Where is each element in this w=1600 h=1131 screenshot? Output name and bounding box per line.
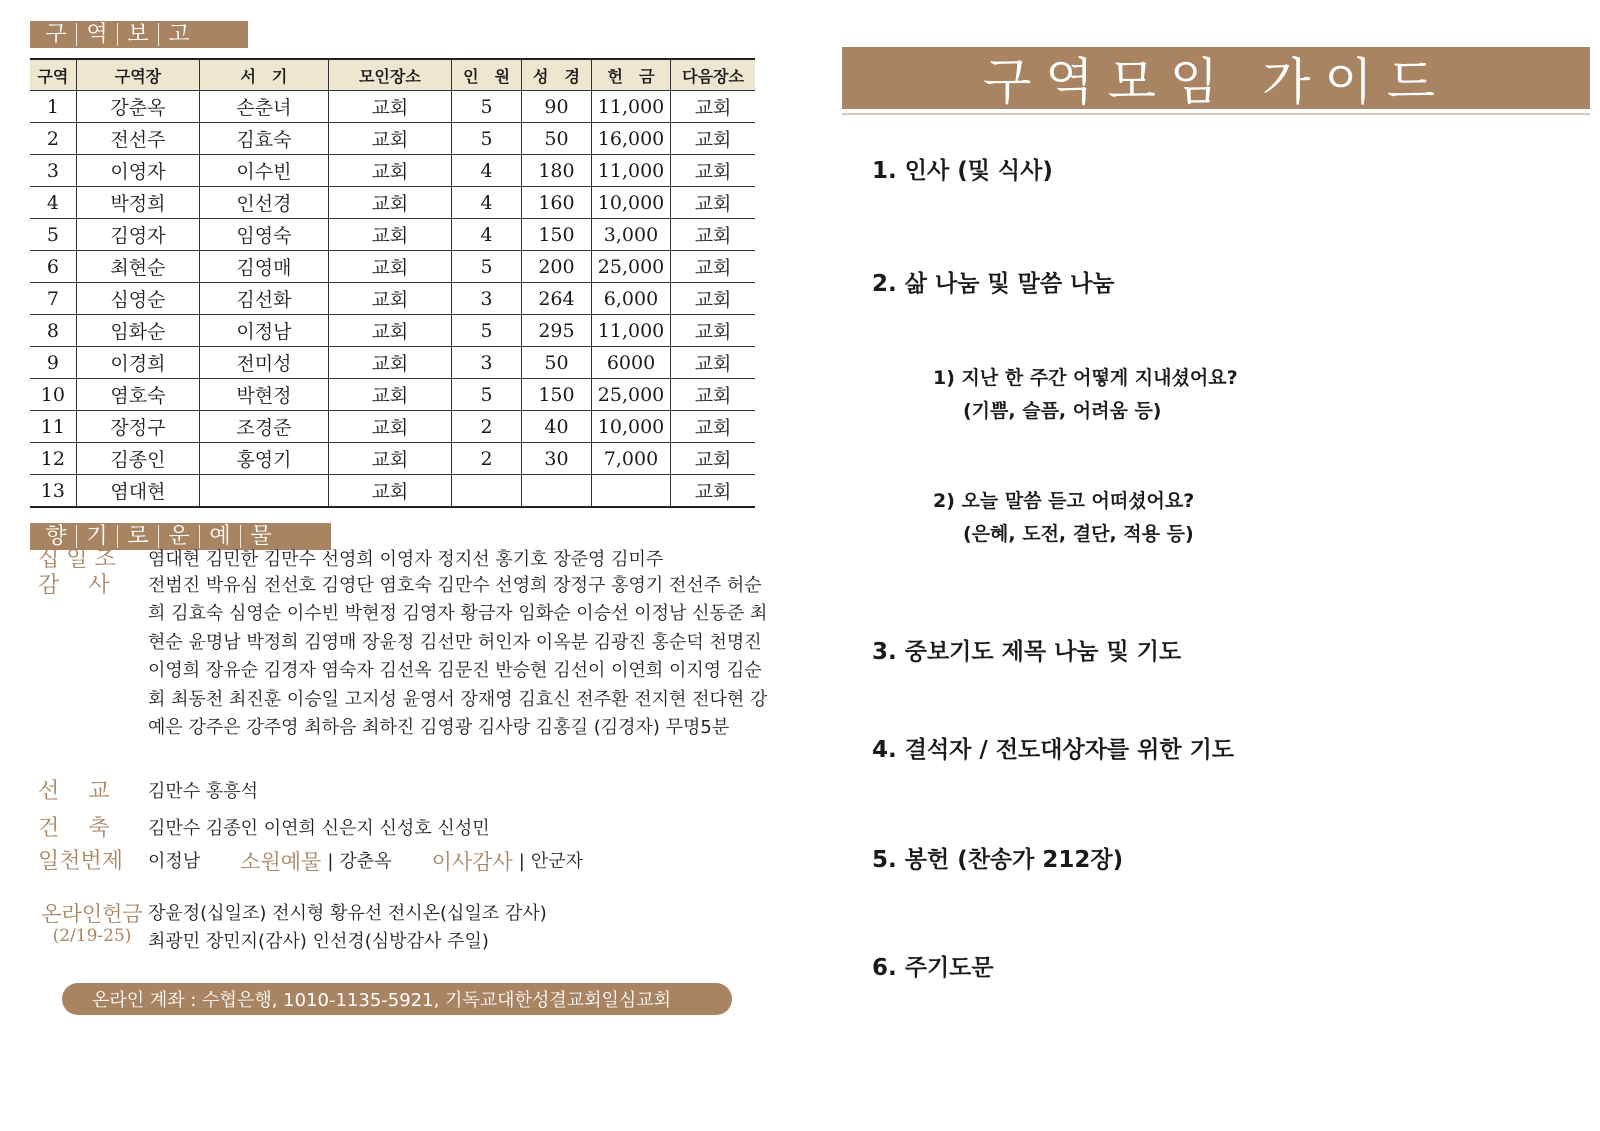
online-period: (2/19-25) <box>52 926 132 946</box>
district-report-table <box>30 58 755 508</box>
table-cell: 3 <box>452 347 522 379</box>
report-header-char: 역 <box>77 23 118 46</box>
table-cell: 7,000 <box>591 443 670 475</box>
column-header: 인 원 <box>452 59 522 91</box>
mission-label: 선 교 <box>38 779 110 804</box>
table-cell: 박정희 <box>76 187 199 219</box>
table-cell: 2 <box>452 411 522 443</box>
table-cell: 김종인 <box>76 443 199 475</box>
offering-header-char: 물 <box>250 524 272 549</box>
thanks-names: 전범진 박유심 전선호 김영단 염호숙 김만수 선영희 장정구 홍영기 전선주 허순희 김효숙 심영순 이수빈 박현정 김영자 황금자 임화순 이승선 이정남 신동준 최현순 윤명남 박정희 김영매 장윤정 김선만 허인자 이옥분 김광진 홍순덕 천명진 이영희 장유순 김경자 염숙자 김선옥 김문진 반승현 김선이 이연희 이지영 김순회 최동천 최진훈 이승일 고지성 윤영서 장재영 김효신 전주환 전지현 전다현 강예은 강주은 강주영 최하음 최하진 김영광 김사랑 김홍길 (김경자) 무명5분 <box>148 575 768 739</box>
column-header: 모인장소 <box>328 59 451 91</box>
table-cell: 교회 <box>328 187 451 219</box>
table-cell: 10,000 <box>591 411 670 443</box>
table-cell: 교회 <box>671 155 755 187</box>
table-cell: 90 <box>522 91 592 123</box>
table-cell <box>522 475 592 508</box>
table-cell: 2 <box>452 443 522 475</box>
table-cell: 강춘옥 <box>76 91 199 123</box>
table-row <box>30 443 755 475</box>
report-header-char: 고 <box>168 22 190 47</box>
wish-names: 강춘옥 <box>339 851 392 872</box>
table-cell: 4 <box>452 219 522 251</box>
building-row <box>38 815 778 843</box>
report-section-header <box>30 21 248 48</box>
mission-names: 김만수 홍흥석 <box>148 781 259 802</box>
table-cell: 교회 <box>671 187 755 219</box>
table-cell: 홍영기 <box>200 443 329 475</box>
table-cell: 5 <box>452 379 522 411</box>
table-cell: 염대현 <box>76 475 199 508</box>
guide-title: 구역모임 가이드 <box>983 53 1449 111</box>
table-cell: 교회 <box>671 315 755 347</box>
column-header: 구역장 <box>76 59 199 91</box>
separator: | <box>327 851 334 872</box>
table-cell: 160 <box>522 187 592 219</box>
table-cell: 임화순 <box>76 315 199 347</box>
guide-title-banner <box>842 47 1590 109</box>
table-cell: 교회 <box>671 379 755 411</box>
table-header-row <box>30 59 755 91</box>
table-cell: 7 <box>30 283 76 315</box>
guide-item-5: 5. 봉헌 (찬송가 212장) <box>872 847 1124 873</box>
table-cell: 12 <box>30 443 76 475</box>
table-cell: 5 <box>30 219 76 251</box>
table-cell: 교회 <box>328 251 451 283</box>
tithe-label: 십 일 조 <box>38 547 116 572</box>
table-cell: 조경준 <box>200 411 329 443</box>
table-cell: 심영순 <box>76 283 199 315</box>
table-cell: 장정구 <box>76 411 199 443</box>
table-cell: 9 <box>30 347 76 379</box>
table-cell: 5 <box>452 123 522 155</box>
table-cell: 교회 <box>328 347 451 379</box>
subitem-question: 2) 오늘 말씀 듣고 어떠셨어요? <box>933 490 1195 512</box>
building-label: 건 축 <box>38 816 110 841</box>
tithe-names: 염대현 김민한 김만수 선영희 이영자 정지선 홍기호 장준영 김미주 <box>148 549 664 570</box>
subitem-question: 1) 지난 한 주간 어떻게 지내셨어요? <box>933 367 1238 389</box>
table-row <box>30 123 755 155</box>
building-names: 김만수 김종인 이연희 신은지 신성호 신성민 <box>148 818 490 839</box>
table-cell: 교회 <box>328 155 451 187</box>
table-row <box>30 379 755 411</box>
table-cell: 교회 <box>671 411 755 443</box>
table-cell: 교회 <box>328 283 451 315</box>
guide-item-2: 2. 삶 나눔 및 말씀 나눔 <box>872 271 1115 297</box>
table-cell: 교회 <box>328 379 451 411</box>
report-header-char: 구 <box>36 23 77 46</box>
column-header: 성 경 <box>522 59 592 91</box>
table-cell: 교회 <box>328 219 451 251</box>
table-cell <box>591 475 670 508</box>
online-label: 온라인헌금 <box>41 902 143 926</box>
table-cell: 6,000 <box>591 283 670 315</box>
table-cell: 4 <box>30 187 76 219</box>
table-row <box>30 411 755 443</box>
thanks-label: 감 사 <box>38 573 110 598</box>
table-cell: 교회 <box>328 91 451 123</box>
table-cell: 교회 <box>328 411 451 443</box>
table-cell: 이정남 <box>200 315 329 347</box>
online-line-2: 최광민 장민지(감사) 인선경(심방감사 주일) <box>148 931 489 952</box>
report-header-char: 보 <box>118 23 159 46</box>
table-cell: 10,000 <box>591 187 670 219</box>
table-cell: 50 <box>522 347 592 379</box>
special-offering-names <box>148 848 778 876</box>
guide-item-3: 3. 중보기도 제목 나눔 및 기도 <box>872 639 1182 665</box>
table-cell: 김영자 <box>76 219 199 251</box>
mission-row <box>38 778 778 806</box>
column-header: 헌 금 <box>591 59 670 91</box>
table-row <box>30 251 755 283</box>
table-cell: 인선경 <box>200 187 329 219</box>
table-cell: 이경희 <box>76 347 199 379</box>
table-row <box>30 219 755 251</box>
offering-header-char: 기 <box>77 525 118 548</box>
table-cell: 교회 <box>671 251 755 283</box>
table-cell: 50 <box>522 123 592 155</box>
guide-subitem-2 <box>933 485 1194 551</box>
table-cell: 3 <box>452 283 522 315</box>
thanks-row <box>38 572 778 742</box>
table-cell: 5 <box>452 251 522 283</box>
table-cell: 150 <box>522 219 592 251</box>
table-cell: 염호숙 <box>76 379 199 411</box>
table-cell: 임영숙 <box>200 219 329 251</box>
separator: | <box>518 851 525 872</box>
table-cell: 1 <box>30 91 76 123</box>
table-cell: 교회 <box>671 91 755 123</box>
table-row <box>30 91 755 123</box>
table-cell: 11,000 <box>591 91 670 123</box>
table-row <box>30 283 755 315</box>
table-cell: 150 <box>522 379 592 411</box>
table-cell <box>200 475 329 508</box>
table-cell: 4 <box>452 155 522 187</box>
subitem-hint: (은혜, 도전, 결단, 적용 등) <box>963 523 1194 545</box>
offering-header-char: 예 <box>200 525 241 548</box>
table-cell: 200 <box>522 251 592 283</box>
table-cell: 40 <box>522 411 592 443</box>
subitem-hint: (기쁨, 슬픔, 어려움 등) <box>963 400 1162 422</box>
table-cell: 교회 <box>671 219 755 251</box>
tithe-row <box>38 546 778 574</box>
table-cell: 11,000 <box>591 155 670 187</box>
guide-subitem-1 <box>933 362 1238 428</box>
table-cell: 264 <box>522 283 592 315</box>
table-cell: 3,000 <box>591 219 670 251</box>
table-cell: 30 <box>522 443 592 475</box>
table-cell: 교회 <box>328 475 451 508</box>
table-cell <box>452 475 522 508</box>
table-cell: 교회 <box>328 315 451 347</box>
online-offering-names <box>148 900 547 956</box>
table-cell: 6 <box>30 251 76 283</box>
table-cell: 25,000 <box>591 251 670 283</box>
moving-label: 이사감사 <box>431 850 513 874</box>
table-row <box>30 475 755 508</box>
guide-item-4: 4. 결석자 / 전도대상자를 위한 기도 <box>872 737 1235 763</box>
online-offering-label <box>36 902 148 946</box>
table-cell: 13 <box>30 475 76 508</box>
offering-header-char: 운 <box>159 525 200 548</box>
table-cell: 25,000 <box>591 379 670 411</box>
table-cell: 11 <box>30 411 76 443</box>
table-cell: 교회 <box>328 443 451 475</box>
ilcheon-label: 일천번제 <box>38 849 124 874</box>
table-row <box>30 315 755 347</box>
table-cell: 3 <box>30 155 76 187</box>
table-cell: 전미성 <box>200 347 329 379</box>
guide-item-1: 1. 인사 (및 식사) <box>872 158 1053 184</box>
table-cell: 11,000 <box>591 315 670 347</box>
table-cell: 교회 <box>671 443 755 475</box>
table-cell: 교회 <box>671 347 755 379</box>
table-row <box>30 187 755 219</box>
table-cell: 이영자 <box>76 155 199 187</box>
guide-title-underline <box>842 113 1590 115</box>
column-header: 서 기 <box>200 59 329 91</box>
table-cell: 2 <box>30 123 76 155</box>
table-row <box>30 155 755 187</box>
table-cell: 16,000 <box>591 123 670 155</box>
table-cell: 최현순 <box>76 251 199 283</box>
ilcheon-names: 이정남 <box>148 851 201 872</box>
offering-header-char: 향 <box>36 525 77 548</box>
table-cell: 김선화 <box>200 283 329 315</box>
special-offering-row <box>38 848 778 876</box>
table-cell: 교회 <box>671 475 755 508</box>
table-cell: 교회 <box>671 283 755 315</box>
table-cell: 4 <box>452 187 522 219</box>
table-cell: 5 <box>452 91 522 123</box>
table-body <box>30 91 755 508</box>
table-cell: 교회 <box>671 123 755 155</box>
table-cell: 10 <box>30 379 76 411</box>
table-cell: 6000 <box>591 347 670 379</box>
moving-names: 안군자 <box>530 851 583 872</box>
guide-item-6: 6. 주기도문 <box>872 955 994 981</box>
table-cell: 박현정 <box>200 379 329 411</box>
table-cell: 김효숙 <box>200 123 329 155</box>
table-cell: 8 <box>30 315 76 347</box>
account-banner <box>62 983 732 1015</box>
wish-label: 소원예물 <box>240 850 322 874</box>
table-row <box>30 347 755 379</box>
account-text: 온라인 계좌 : 수협은행, 1010-1135-5921, 기독교대한성결교회일심교회 <box>92 990 672 1011</box>
offering-header-char: 로 <box>118 525 159 548</box>
table-cell: 교회 <box>328 123 451 155</box>
table-cell: 295 <box>522 315 592 347</box>
table-cell: 5 <box>452 315 522 347</box>
table-cell: 전선주 <box>76 123 199 155</box>
table-cell: 이수빈 <box>200 155 329 187</box>
table-cell: 손춘녀 <box>200 91 329 123</box>
column-header: 구역 <box>30 59 76 91</box>
table-cell: 김영매 <box>200 251 329 283</box>
online-line-1: 장윤정(십일조) 전시형 황유선 전시온(십일조 감사) <box>148 903 547 924</box>
table-cell: 180 <box>522 155 592 187</box>
column-header: 다음장소 <box>671 59 755 91</box>
